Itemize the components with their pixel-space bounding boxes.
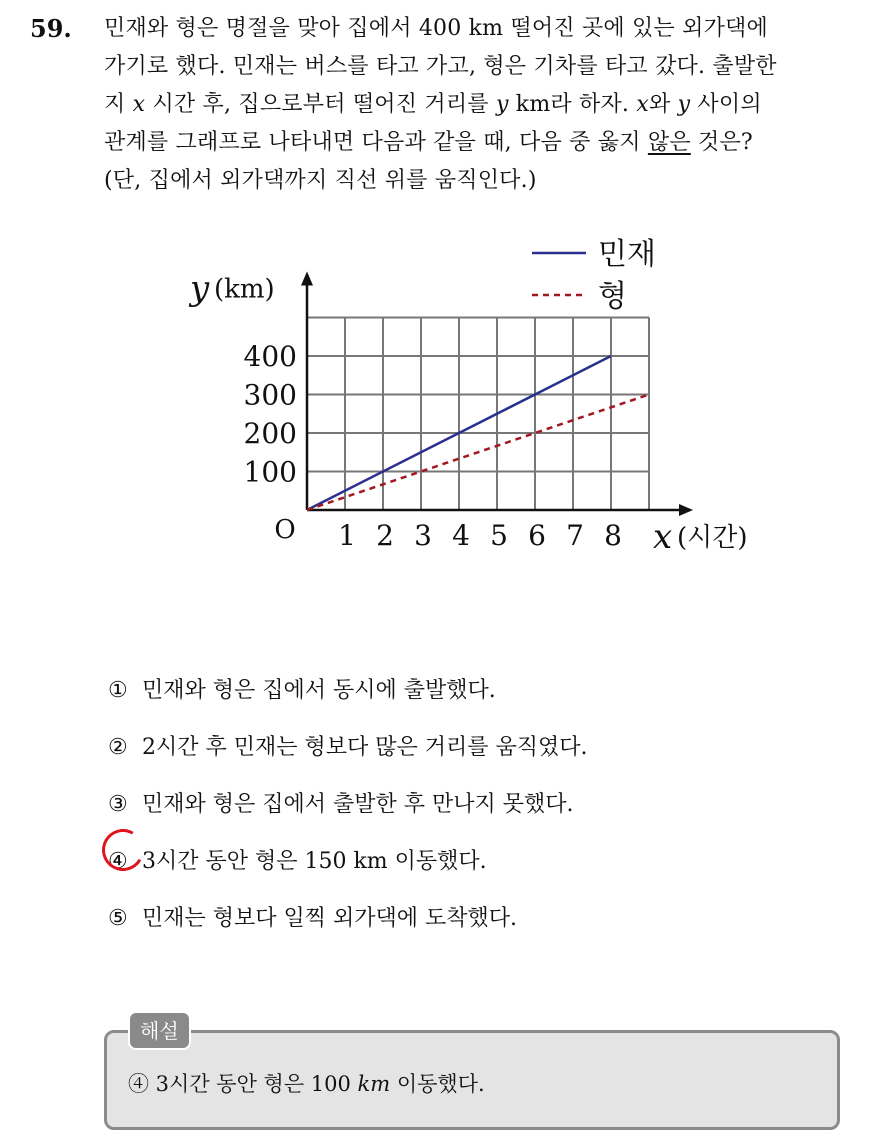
text-seg: 와 bbox=[648, 92, 678, 117]
origin-label: O bbox=[274, 515, 296, 545]
y-tick-label: 300 bbox=[243, 378, 297, 412]
text-seg: 것은? bbox=[690, 130, 753, 155]
x-tick-label: 7 bbox=[566, 519, 584, 552]
series-line-2 bbox=[307, 395, 649, 511]
choice-4[interactable] bbox=[108, 833, 588, 890]
x-tick-label: 4 bbox=[452, 519, 470, 552]
var-x: x bbox=[636, 92, 649, 117]
choice-2[interactable] bbox=[108, 719, 588, 776]
text-seg: 시간 후, 집으로부터 떨어진 거리를 bbox=[145, 92, 496, 117]
y-axis-var-label: y bbox=[190, 268, 210, 309]
text-seg: km라 하자. bbox=[508, 92, 637, 117]
choice-3[interactable] bbox=[108, 776, 588, 833]
y-axis-unit-label: (km) bbox=[214, 274, 275, 305]
x-tick-label: 2 bbox=[376, 519, 394, 552]
var-y: y bbox=[677, 92, 691, 117]
y-tick-label: 200 bbox=[243, 417, 297, 450]
choice-text: 2시간 후 민재는 형보다 많은 거리를 움직였다. bbox=[142, 734, 588, 760]
text-seg: ④ 3시간 동안 형은 100 bbox=[128, 1072, 358, 1096]
choice-list bbox=[108, 662, 588, 947]
question-line-1: 민재와 형은 명절을 맞아 집에서 400 km 떨어진 곳에 있는 외가댁에 bbox=[104, 16, 768, 41]
question-number: 59. bbox=[30, 14, 72, 43]
legend-label-1: 민재 bbox=[598, 237, 656, 272]
text-seg: 사이의 bbox=[690, 92, 762, 117]
choice-5[interactable] bbox=[108, 890, 588, 947]
x-tick-label: 3 bbox=[414, 519, 432, 552]
explanation-text bbox=[128, 1068, 485, 1098]
choice-text: 민재와 형은 집에서 출발한 후 만나지 못했다. bbox=[142, 791, 574, 817]
text-seg: 관계를 그래프로 나타내면 다음과 같을 때, 다음 중 옳지 bbox=[104, 130, 648, 155]
var-x: x bbox=[132, 92, 146, 117]
question-line-2: 가기로 했다. 민재는 버스를 타고 가고, 형은 기차를 타고 갔다. 출발한 bbox=[104, 54, 777, 79]
x-tick-label: 8 bbox=[604, 519, 622, 552]
choice-marker: ① bbox=[108, 677, 128, 703]
choice-marker: ⑤ bbox=[108, 905, 128, 931]
choice-marker: ④ bbox=[108, 848, 128, 874]
var-y: y bbox=[495, 92, 509, 117]
choice-text: 3시간 동안 형은 150 km 이동했다. bbox=[142, 848, 487, 874]
text-seg: 이동했다. bbox=[390, 1072, 485, 1096]
unit-km: km bbox=[357, 1072, 391, 1096]
distance-time-graph bbox=[180, 225, 800, 585]
x-axis-arrow bbox=[679, 504, 693, 516]
y-axis-arrow bbox=[301, 272, 313, 286]
x-axis-unit-label: (시간) bbox=[677, 523, 748, 553]
question-text bbox=[104, 10, 864, 200]
choice-marker: ② bbox=[108, 734, 128, 760]
text-seg: 지 bbox=[104, 92, 133, 117]
choice-marker: ③ bbox=[108, 791, 128, 817]
x-axis-var-label: x bbox=[653, 517, 673, 557]
question-line-3 bbox=[104, 86, 864, 124]
question-line-5: (단, 집에서 외가댁까지 직선 위를 움직인다.) bbox=[104, 168, 537, 193]
y-tick-label: 100 bbox=[243, 455, 297, 489]
legend-label-2: 형 bbox=[598, 279, 627, 314]
x-tick-label: 6 bbox=[528, 519, 546, 552]
choice-1[interactable] bbox=[108, 662, 588, 719]
underlined-word: 않은 bbox=[647, 130, 691, 155]
question-line-4 bbox=[104, 124, 864, 162]
explanation-tag: 해설 bbox=[128, 1011, 191, 1050]
choice-text: 민재와 형은 집에서 동시에 출발했다. bbox=[142, 677, 496, 703]
x-tick-label: 5 bbox=[490, 519, 508, 552]
choice-text: 민재는 형보다 일찍 외가댁에 도착했다. bbox=[142, 905, 517, 931]
y-tick-label: 400 bbox=[243, 340, 297, 373]
x-tick-label: 1 bbox=[338, 519, 356, 552]
